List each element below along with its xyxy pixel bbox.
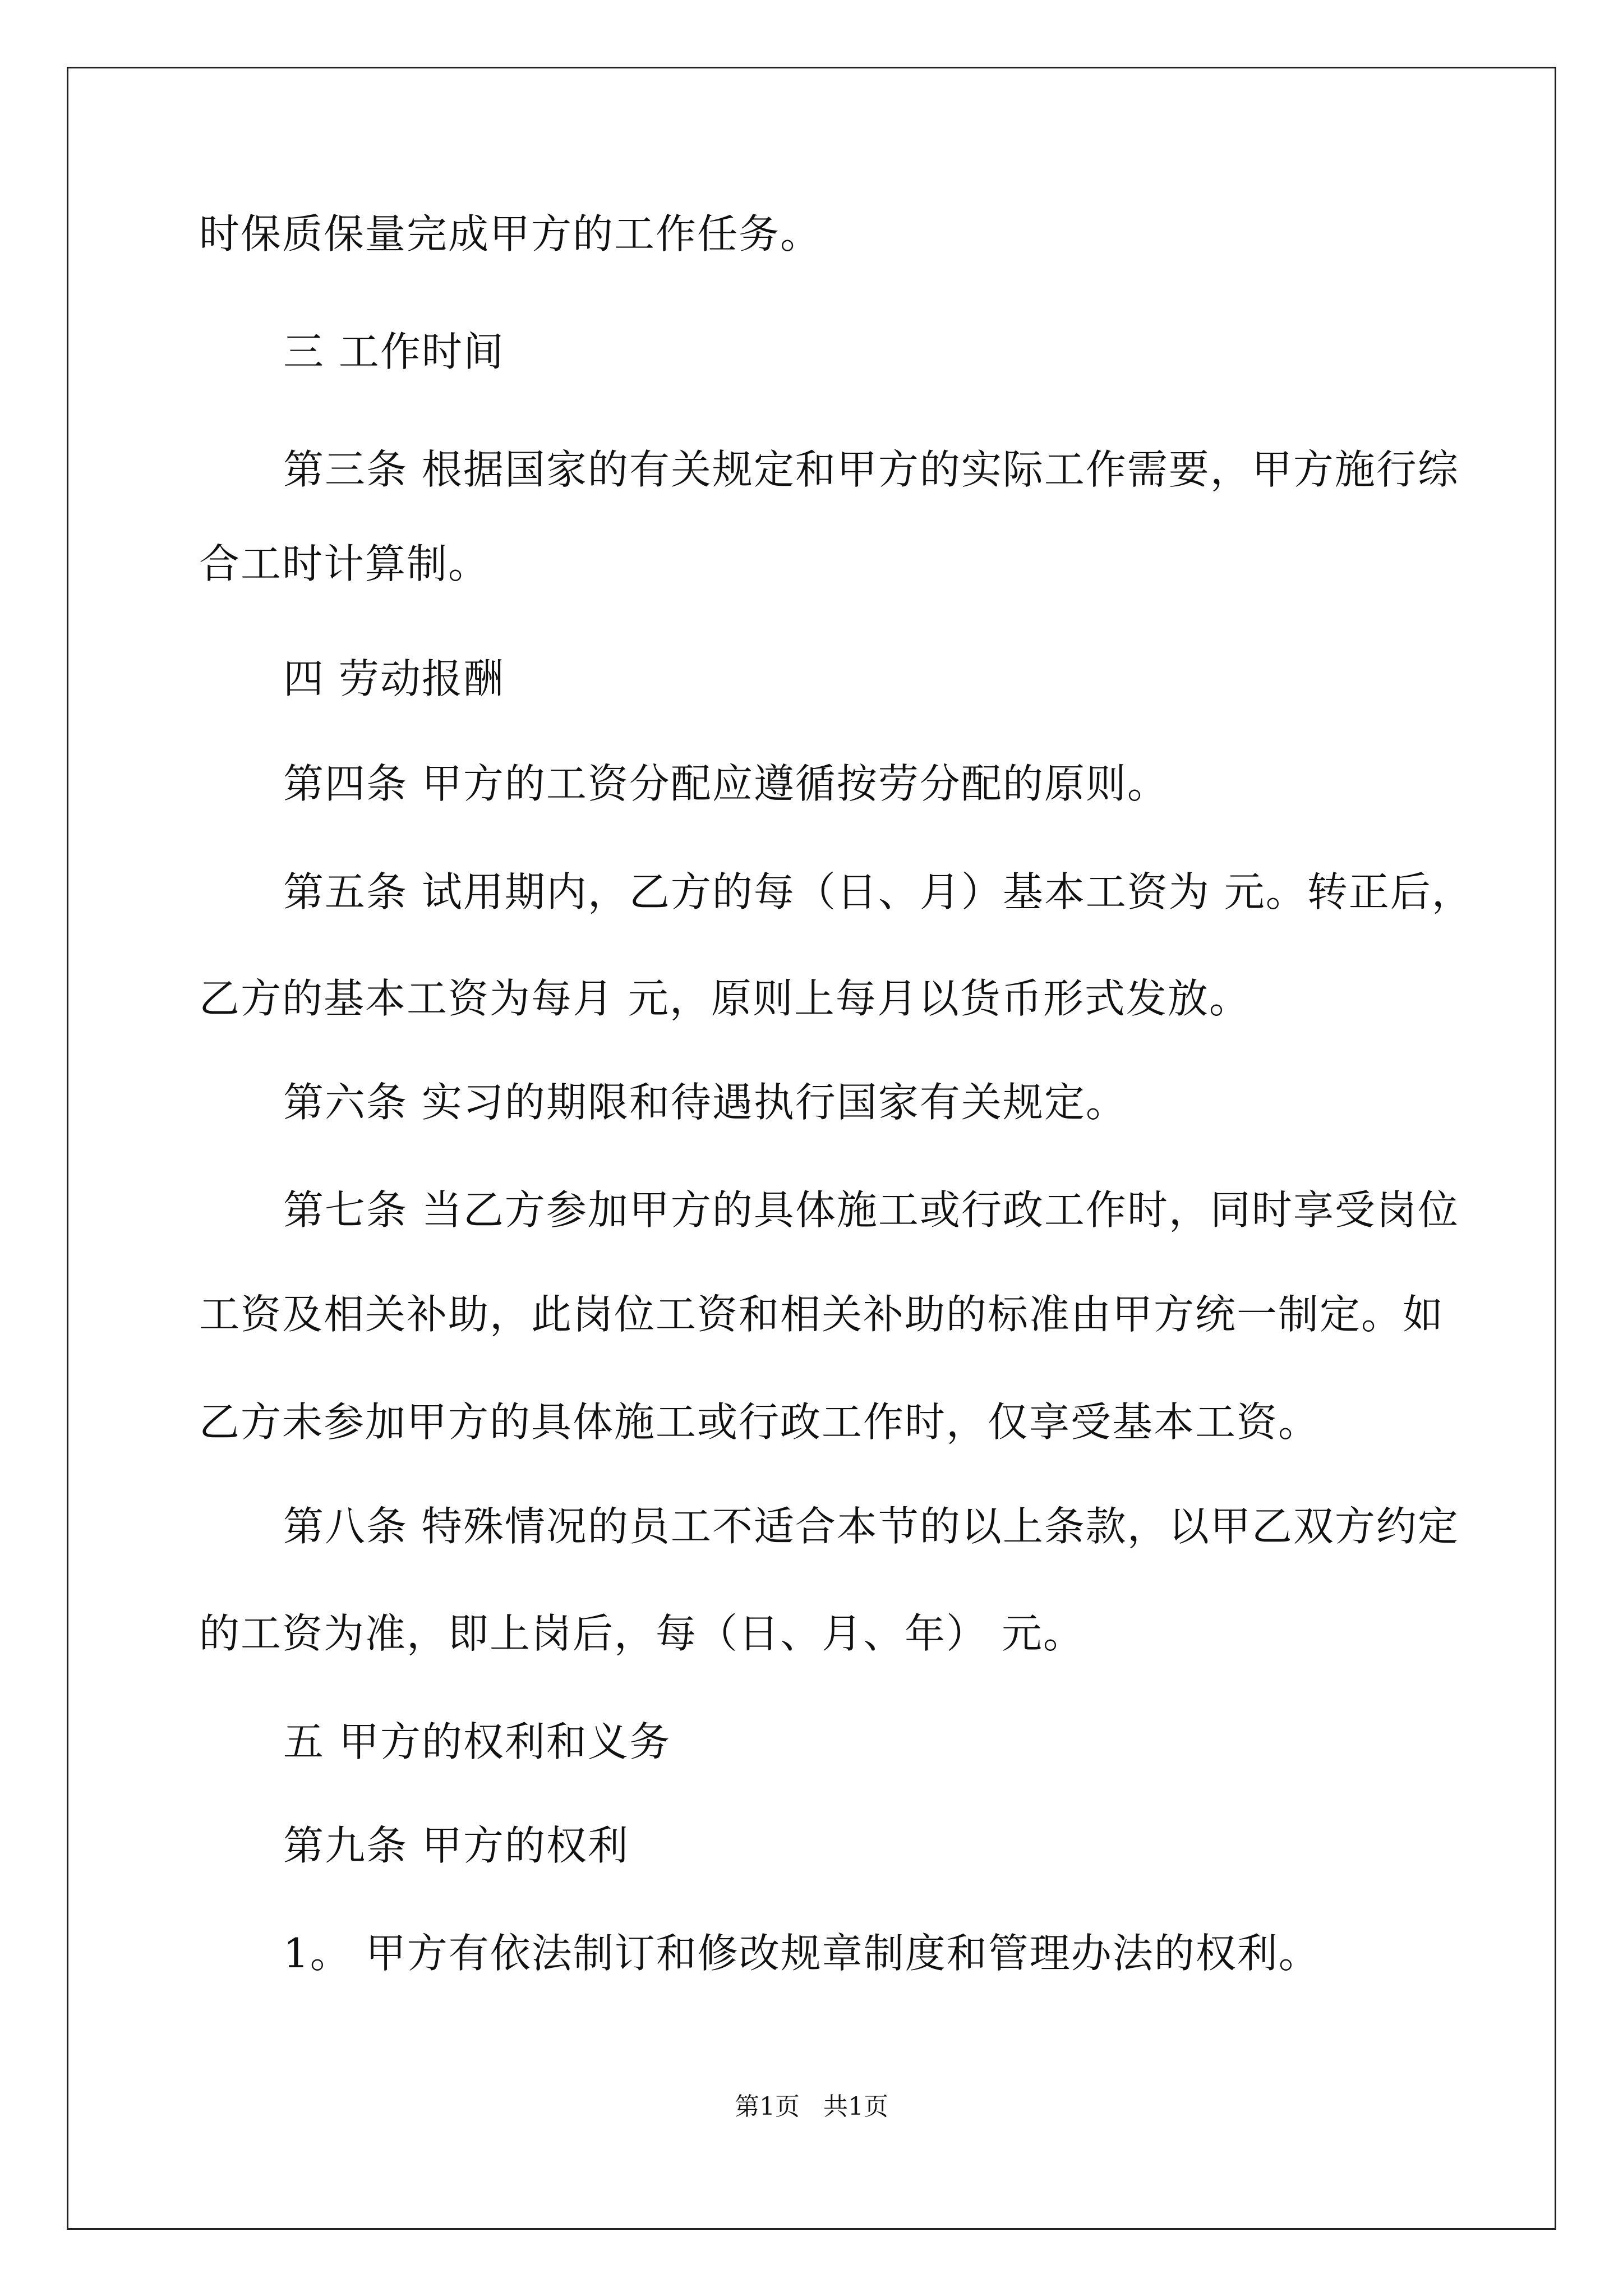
text-line: 乙方未参加甲方的具体施工或行政工作时，仅享受基本工资。: [199, 1398, 1320, 1446]
text-line: 第九条 甲方的权利: [283, 1822, 629, 1869]
page-footer: 第1页 共1页: [735, 2092, 888, 2121]
section-heading: 四 劳动报酬: [283, 655, 505, 702]
section-heading: 五 甲方的权利和义务: [283, 1718, 671, 1765]
text-line: 第六条 实习的期限和待遇执行国家有关规定。: [283, 1079, 1127, 1126]
text-line: 的工资为准，即上岗后，每（日、月、年） 元。: [199, 1610, 1085, 1657]
text-line: 第五条 试用期内，乙方的每（日、月）基本工资为 元。转正后，: [283, 868, 1473, 915]
text-line: 第七条 当乙方参加甲方的具体施工或行政工作时，同时享受岗位: [283, 1186, 1459, 1234]
text-line: 工资及相关补助，此岗位工资和相关补助的标准由甲方统一制定。如: [199, 1291, 1445, 1338]
text-line: 时保质保量完成甲方的工作任务。: [199, 210, 822, 257]
text-line: 乙方的基本工资为每月 元，原则上每月以货币形式发放。: [199, 975, 1251, 1022]
text-line: 第八条 特殊情况的员工不适合本节的以上条款，以甲乙双方约定: [283, 1503, 1459, 1550]
text-line: 第四条 甲方的工资分配应遵循按劳分配的原则。: [283, 760, 1169, 807]
page-border: [67, 67, 1556, 2230]
text-line: 合工时计算制。: [199, 540, 490, 587]
section-heading: 三 工作时间: [283, 328, 505, 375]
text-line: 1。 甲方有依法制订和修改规章制度和管理办法的权利。: [283, 1930, 1320, 1977]
text-line: 第三条 根据国家的有关规定和甲方的实际工作需要，甲方施行综: [283, 446, 1459, 493]
